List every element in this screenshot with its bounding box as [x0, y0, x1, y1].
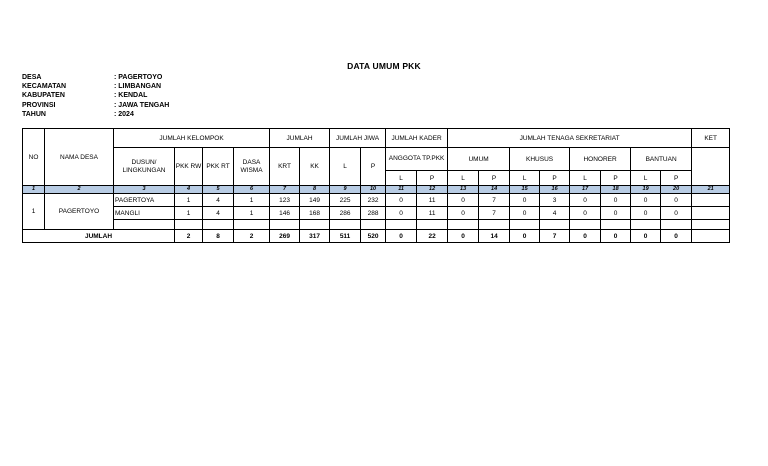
table-cell: 0	[448, 194, 479, 207]
total-cell: 0	[631, 230, 661, 243]
total-cell: 0	[661, 230, 692, 243]
header-jumlah-tenaga: JUMLAH TENAGA SEKRETARIAT	[448, 129, 692, 148]
header-ket: KET	[692, 129, 730, 148]
info-label: KECAMATAN	[22, 83, 67, 91]
info-row-provinsi	[22, 101, 169, 110]
info-value: : 2024	[114, 110, 134, 118]
header-jumlah: JUMLAH	[270, 129, 330, 148]
empty-cell	[361, 220, 386, 230]
table-cell: 168	[300, 207, 330, 220]
empty-cell	[270, 220, 300, 230]
table-cell: 4	[203, 207, 234, 220]
total-cell: 269	[270, 230, 300, 243]
header-jumlah-kader: JUMLAH KADER	[386, 129, 448, 148]
table-cell: 286	[330, 207, 361, 220]
column-number: 3	[114, 186, 175, 194]
table-cell-ket	[692, 194, 730, 207]
info-row-tahun	[22, 110, 169, 119]
table-cell: 0	[510, 194, 540, 207]
table-cell: 0	[386, 207, 417, 220]
header-anggota-tp-pkk: ANGGOTA TP.PKK	[386, 148, 448, 171]
column-number: 20	[661, 186, 692, 194]
header-kk: KK	[300, 148, 330, 186]
column-number: 19	[631, 186, 661, 194]
table-cell: 3	[540, 194, 570, 207]
header-krt: KRT	[270, 148, 300, 186]
header-pkk-rt: PKK RT	[203, 148, 234, 186]
table-cell: 0	[570, 194, 601, 207]
table-cell: 1	[175, 207, 203, 220]
column-number: 7	[270, 186, 300, 194]
empty-cell	[510, 220, 540, 230]
table-cell: 7	[479, 194, 510, 207]
table-cell: 0	[661, 207, 692, 220]
table-cell: 1	[234, 207, 270, 220]
header-khusus: KHUSUS	[510, 148, 570, 171]
data-table	[22, 128, 730, 243]
cell-dusun: PAGERTOYA	[114, 194, 175, 207]
header-pkk-rw: PKK RW	[175, 148, 203, 186]
total-cell: 14	[479, 230, 510, 243]
column-number: 9	[330, 186, 361, 194]
info-value: : JAWA TENGAH	[114, 101, 170, 109]
header-khusus-l: L	[510, 171, 540, 186]
empty-cell	[661, 220, 692, 230]
info-label: KABUPATEN	[22, 92, 65, 100]
header-umum: UMUM	[448, 148, 510, 171]
empty-cell	[570, 220, 601, 230]
column-number: 8	[300, 186, 330, 194]
village-name: PAGERTOYO	[45, 194, 114, 230]
info-label: PROVINSI	[22, 101, 56, 109]
info-label: TAHUN	[22, 110, 46, 118]
header-dasa-wisma: DASA WISMA	[234, 148, 270, 186]
header-khusus-p: P	[540, 171, 570, 186]
total-cell: 8	[203, 230, 234, 243]
info-value: : LIMBANGAN	[114, 83, 162, 91]
info-row-kabupaten	[22, 91, 169, 100]
empty-cell	[479, 220, 510, 230]
column-number: 13	[448, 186, 479, 194]
total-cell-ket	[692, 230, 730, 243]
document-title: DATA UMUM PKK	[347, 61, 421, 71]
total-cell: 520	[361, 230, 386, 243]
table-cell: 0	[661, 194, 692, 207]
table-cell: 123	[270, 194, 300, 207]
table-cell: 0	[448, 207, 479, 220]
table-cell: 0	[570, 207, 601, 220]
header-jumlah-jiwa: JUMLAH JIWA	[330, 129, 386, 148]
header-jumlah-kelompok: JUMLAH KELOMPOK	[114, 129, 270, 148]
column-number: 2	[45, 186, 114, 194]
table-cell: 1	[175, 194, 203, 207]
cell-dusun: MANGLI	[114, 207, 175, 220]
table-cell: 225	[330, 194, 361, 207]
identity-block	[22, 73, 169, 119]
table-cell: 0	[631, 194, 661, 207]
header-ket-blank	[692, 148, 730, 186]
total-cell: 0	[386, 230, 417, 243]
info-label: DESA	[22, 74, 42, 81]
empty-cell	[631, 220, 661, 230]
empty-cell	[330, 220, 361, 230]
total-cell: 2	[234, 230, 270, 243]
empty-cell	[448, 220, 479, 230]
total-row	[23, 230, 730, 243]
empty-cell	[175, 220, 203, 230]
empty-cell	[203, 220, 234, 230]
total-cell: 0	[570, 230, 601, 243]
column-number: 12	[417, 186, 448, 194]
header-bantuan-l: L	[631, 171, 661, 186]
header-kader-p: P	[417, 171, 448, 186]
total-cell: 7	[540, 230, 570, 243]
info-value: : PAGERTOYO	[114, 74, 163, 81]
table-cell: 146	[270, 207, 300, 220]
total-cell: 2	[175, 230, 203, 243]
header-dusun: DUSUN/ LINGKUNGAN	[114, 148, 175, 186]
empty-cell	[540, 220, 570, 230]
header-umum-p: P	[479, 171, 510, 186]
header-jiwa-p: P	[361, 148, 386, 186]
column-number: 11	[386, 186, 417, 194]
header-umum-l: L	[448, 171, 479, 186]
header-honorer-l: L	[570, 171, 601, 186]
table-cell: 4	[540, 207, 570, 220]
total-cell: 0	[510, 230, 540, 243]
header-bantuan: BANTUAN	[631, 148, 692, 171]
column-number: 5	[203, 186, 234, 194]
total-cell: 511	[330, 230, 361, 243]
info-value: : KENDAL	[114, 92, 148, 100]
table-cell-ket	[692, 207, 730, 220]
table-cell: 232	[361, 194, 386, 207]
empty-cell	[300, 220, 330, 230]
empty-cell	[692, 220, 730, 230]
column-number: 4	[175, 186, 203, 194]
header-honorer-p: P	[601, 171, 631, 186]
total-cell: 0	[448, 230, 479, 243]
column-number: 16	[540, 186, 570, 194]
header-honorer: HONORER	[570, 148, 631, 171]
header-kader-l: L	[386, 171, 417, 186]
table-cell: 7	[479, 207, 510, 220]
header-bantuan-p: P	[661, 171, 692, 186]
table-cell: 0	[510, 207, 540, 220]
empty-row	[23, 220, 730, 230]
column-number: 18	[601, 186, 631, 194]
header-jiwa-l: L	[330, 148, 361, 186]
column-number: 6	[234, 186, 270, 194]
header-row-1	[23, 129, 730, 148]
column-number: 14	[479, 186, 510, 194]
table-cell: 11	[417, 194, 448, 207]
column-number: 17	[570, 186, 601, 194]
total-label: JUMLAH	[23, 230, 175, 243]
table-cell: 1	[234, 194, 270, 207]
empty-cell	[386, 220, 417, 230]
info-row-kecamatan	[22, 82, 169, 91]
table-cell: 0	[386, 194, 417, 207]
column-number: 15	[510, 186, 540, 194]
total-cell: 22	[417, 230, 448, 243]
info-row-desa	[22, 73, 169, 82]
empty-cell	[601, 220, 631, 230]
empty-cell	[417, 220, 448, 230]
table-row	[23, 194, 730, 207]
table-cell: 0	[601, 194, 631, 207]
table-cell: 0	[601, 207, 631, 220]
header-row-2	[23, 148, 730, 171]
table-row	[23, 207, 730, 220]
column-number: 10	[361, 186, 386, 194]
table-cell: 0	[631, 207, 661, 220]
village-no: 1	[23, 194, 45, 230]
empty-cell	[234, 220, 270, 230]
table-cell: 149	[300, 194, 330, 207]
table-cell: 4	[203, 194, 234, 207]
total-cell: 317	[300, 230, 330, 243]
header-nama-desa: NAMA DESA	[45, 129, 114, 186]
header-no: NO	[23, 129, 45, 186]
table-cell: 288	[361, 207, 386, 220]
table-cell: 11	[417, 207, 448, 220]
column-number: 1	[23, 186, 45, 194]
total-cell: 0	[601, 230, 631, 243]
column-number: 21	[692, 186, 730, 194]
empty-cell	[114, 220, 175, 230]
column-number-row	[23, 186, 730, 194]
